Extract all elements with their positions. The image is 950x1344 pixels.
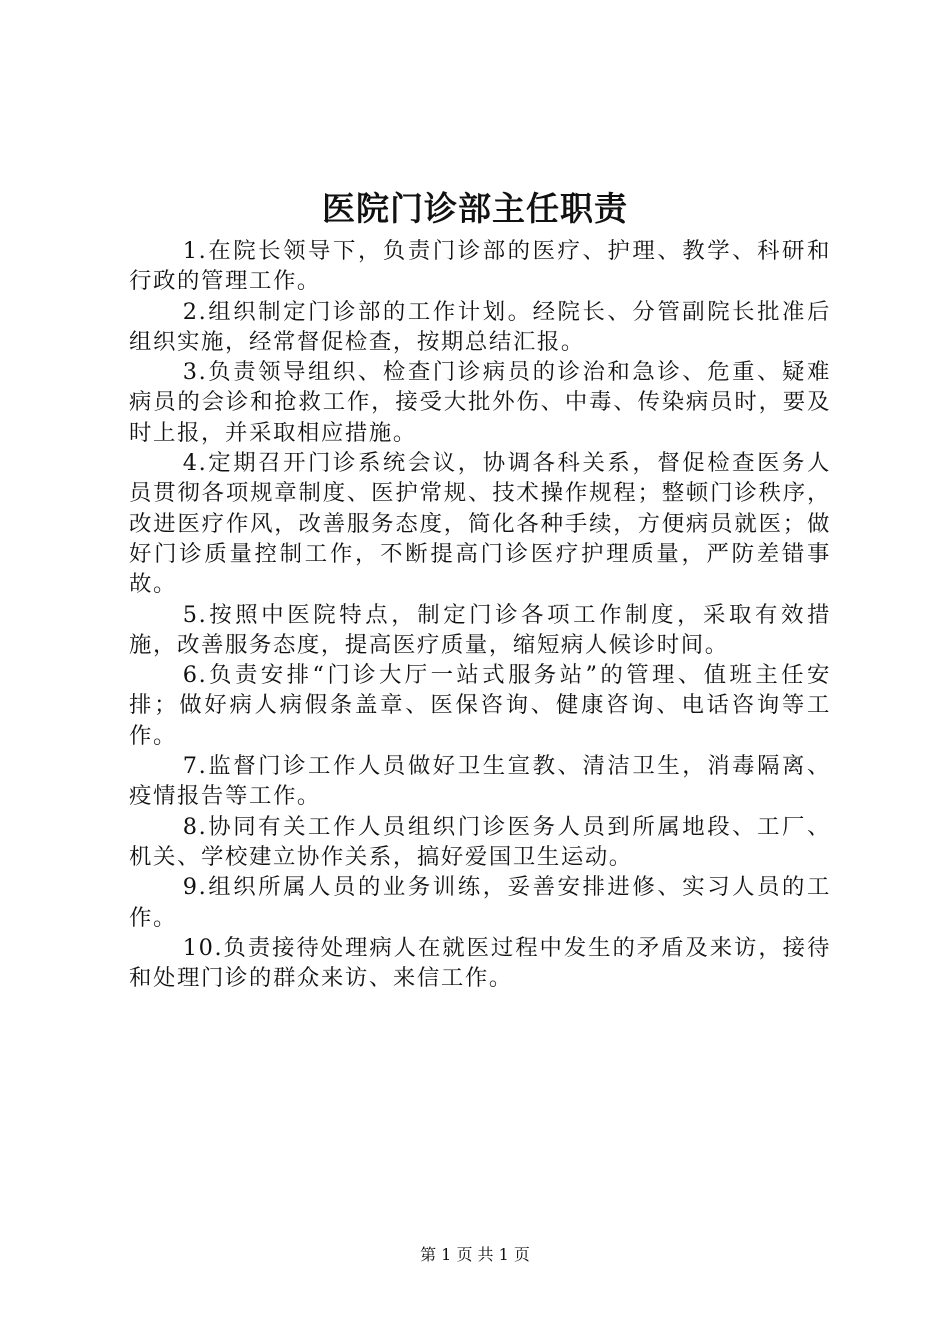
paragraph-1: 1.在院长领导下，负责门诊部的医疗、护理、教学、科研和行政的管理工作。 xyxy=(129,238,831,295)
paragraph-10: 10.负责接待处理病人在就医过程中发生的矛盾及来访，接待和处理门诊的群众来访、来信工作。 xyxy=(129,934,831,992)
document-body xyxy=(129,236,831,993)
paragraph-4: 4.定期召开门诊系统会议，协调各科关系，督促检查医务人员贯彻各项规章制度、医护常规、技术操作规程；整顿门诊秩序，改进医疗作风，改善服务态度，简化各种手续，方便病员就医；做好门诊质量控制工作，不断提高门诊医疗护理质量，严防差错事故。 xyxy=(129,450,831,598)
paragraph-7: 7.监督门诊工作人员做好卫生宣教、清洁卫生，消毒隔离、疫情报告等工作。 xyxy=(129,753,831,810)
paragraph-8: 8.协同有关工作人员组织门诊医务人员到所属地段、工厂、机关、学校建立协作关系，搞好爱国卫生运动。 xyxy=(129,813,831,870)
document-title: 医院门诊部主任职责 xyxy=(322,189,628,228)
paragraph-6: 6.负责安排“门诊大厅一站式服务站”的管理、值班主任安排；做好病人病假条盖章、医保咨询、健康咨询、电话咨询等工作。 xyxy=(129,662,831,749)
paragraph-9: 9.组织所属人员的业务训练，妥善安排进修、实习人员的工作。 xyxy=(129,874,831,931)
paragraph-3: 3.负责领导组织、检查门诊病员的诊治和急诊、危重、疑难病员的会诊和抢救工作，接受大批外伤、中毒、传染病员时，要及时上报，并采取相应措施。 xyxy=(129,359,831,446)
paragraph-2: 2.组织制定门诊部的工作计划。经院长、分管副院长批准后组织实施，经常督促检查，按期总结汇报。 xyxy=(129,298,831,355)
page-footer: 第 1 页 共 1 页 xyxy=(420,1245,530,1264)
paragraph-5: 5.按照中医院特点，制定门诊各项工作制度，采取有效措施，改善服务态度，提高医疗质量，缩短病人候诊时间。 xyxy=(129,601,831,658)
